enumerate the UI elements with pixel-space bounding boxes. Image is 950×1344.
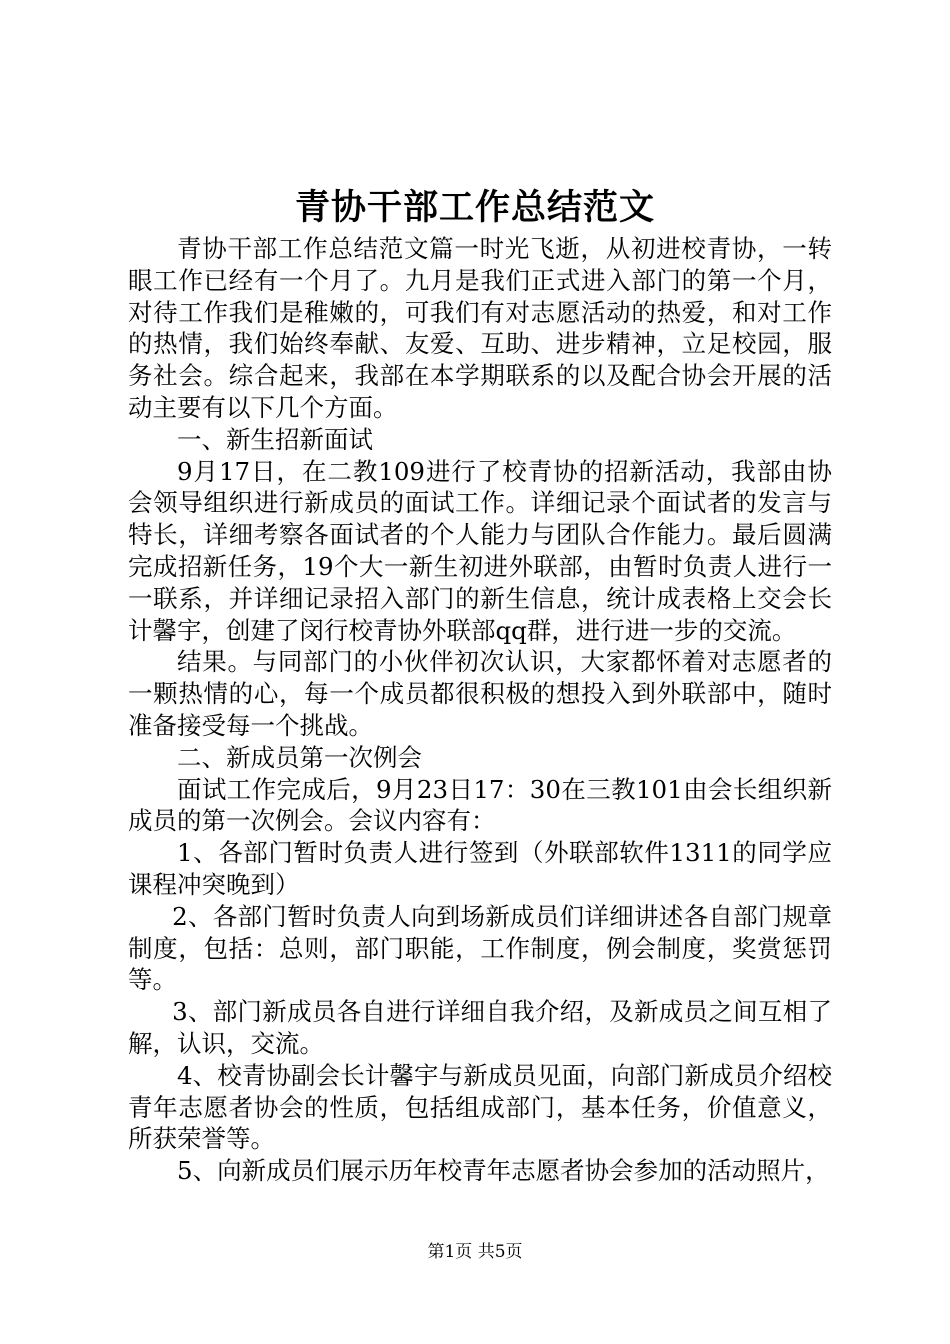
list-item-4: 4、校青协副会长计馨宇与新成员见面，向部门新成员介绍校青年志愿者协会的性质，包括组成部门，基本任务，价值意义，所获荣誉等。: [128, 1060, 832, 1154]
paragraph-result: 结果。与同部门的小伙伴初次认识，大家都怀着对志愿者的一颗热情的心，每一个成员都很积极的想投入到外联部中，随时准备接受每一个挑战。: [128, 647, 832, 740]
page-footer: 第1页 共5页: [427, 1242, 523, 1262]
list-item-2: 2、各部门暂时负责人向到场新成员们详细讲述各自部门规章制度，包括：总则，部门职能，工作制度，例会制度，奖赏惩罚等。: [128, 901, 832, 995]
list-item-5: 5、向新成员们展示历年校青年志愿者协会参加的活动照片，: [177, 1156, 830, 1186]
section-heading-1: 一、新生招新面试: [177, 424, 373, 454]
paragraph-meeting: 面试工作完成后，9月23日17：30在三教101由会长组织新成员的第一次例会。会议内容有：: [128, 774, 832, 836]
document-body: [128, 233, 832, 1187]
list-item-1: 1、各部门暂时负责人进行签到（外联部软件1311的同学应课程冲突晚到）: [128, 838, 832, 899]
paragraph-intro: 青协干部工作总结范文篇一时光飞逝，从初进校青协，一转眼工作已经有一个月了。九月是我们正式进入部门的第一个月，对待工作我们是稚嫩的，可我们有对志愿活动的热爱，和对工作的热情，我们始终奉献、友爱、互助、进步精神，立足校园，服务社会。综合起来，我部在本学期联系的以及配合协会开展的活动主要有以下几个方面。: [128, 234, 832, 422]
document-title: 青协干部工作总结范文: [294, 187, 655, 228]
section-heading-2: 二、新成员第一次例会: [177, 742, 422, 772]
paragraph-recruitment: 9月17日，在二教109进行了校青协的招新活动，我部由协会领导组织进行新成员的面试工作。详细记录个面试者的发言与特长，详细考察各面试者的个人能力与团队合作能力。最后圆满完成招新任务，19个大一新生初进外联部，由暂时负责人进行一一联系，并详细记录招入部门的新生信息，统计成表格上交会长计馨宇，创建了闵行校青协外联部qq群，进行进一步的交流。: [128, 456, 832, 645]
list-item-3: 3、部门新成员各自进行详细自我介绍，及新成员之间互相了解，认识，交流。: [128, 997, 832, 1058]
